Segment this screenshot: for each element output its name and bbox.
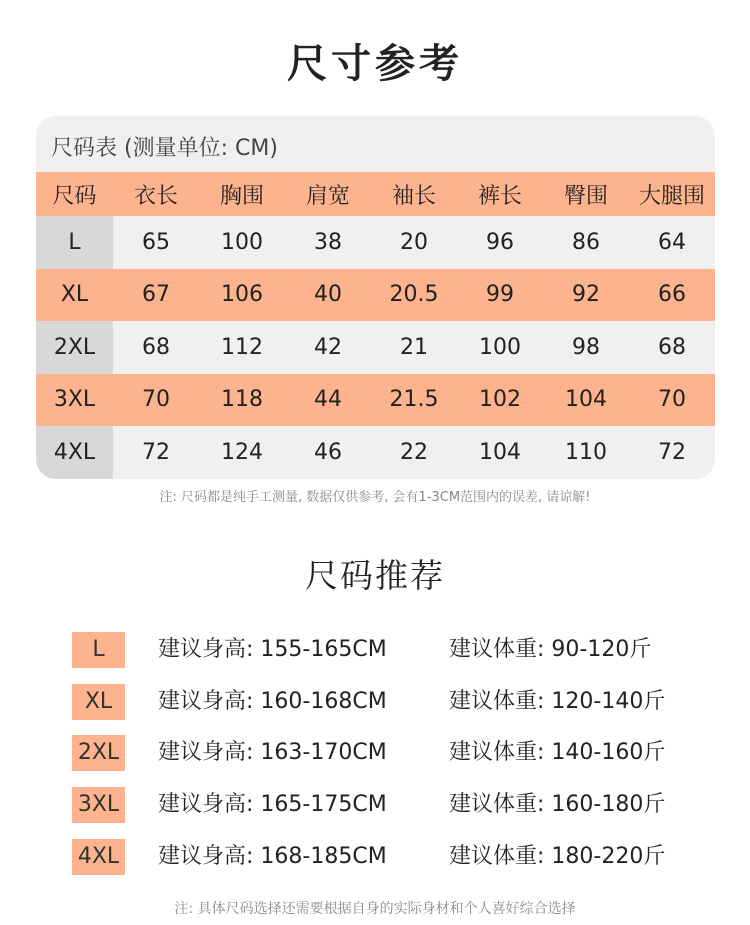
recommend-weight: 建议体重: 120-140斤 xyxy=(449,689,666,714)
recommend-row xyxy=(72,787,712,823)
table-row xyxy=(36,426,715,479)
table-cell: 98 xyxy=(572,334,600,360)
table-cell: 70 xyxy=(142,387,170,413)
size-badge: 4XL xyxy=(72,839,125,875)
recommend-row xyxy=(72,632,712,668)
size-badge: L xyxy=(72,632,125,668)
table-cell: 42 xyxy=(314,334,342,360)
table-cell: 38 xyxy=(314,229,342,255)
recommend-note: 注: 具体尺码选择还需要根据自身的实际身材和个人喜好综合选择 xyxy=(174,901,576,917)
header-cell: 袖长 xyxy=(391,183,436,209)
header-cell: 尺码 xyxy=(52,183,97,209)
table-cell: 40 xyxy=(314,282,342,308)
table-cell: 20.5 xyxy=(389,282,439,308)
recommend-weight: 建议体重: 90-120斤 xyxy=(449,637,652,662)
header-cell: 肩宽 xyxy=(305,183,350,209)
table-header-row xyxy=(36,172,715,216)
size-badge: 3XL xyxy=(72,787,125,823)
table-cell: 68 xyxy=(658,334,686,360)
size-chart-table xyxy=(36,172,715,479)
table-cell: 112 xyxy=(221,334,263,360)
header-cell: 大腿围 xyxy=(638,183,705,209)
table-cell: 86 xyxy=(572,229,600,255)
table-cell: 96 xyxy=(486,229,514,255)
table-cell: 44 xyxy=(314,387,342,413)
table-cell: 64 xyxy=(658,229,686,255)
table-cell: 72 xyxy=(658,439,686,465)
recommend-height: 建议身高: 163-170CM xyxy=(158,740,387,765)
recommend-row xyxy=(72,839,712,875)
table-cell: 104 xyxy=(565,387,607,413)
header-cell: 衣长 xyxy=(133,183,178,209)
table-row xyxy=(36,269,715,322)
size-chart-caption: 尺码表 (测量单位: CM) xyxy=(51,136,278,161)
table-cell: 66 xyxy=(658,282,686,308)
table-cell: 46 xyxy=(314,439,342,465)
size-badge: XL xyxy=(72,684,125,720)
header-cell: 臀围 xyxy=(563,183,608,209)
recommend-height: 建议身高: 160-168CM xyxy=(158,689,387,714)
table-cell: 100 xyxy=(221,229,263,255)
table-note: 注: 尺码都是纯手工测量, 数据仅供参考, 会有1-3CM范围内的误差, 请谅解! xyxy=(159,490,591,505)
table-cell: 21 xyxy=(400,334,428,360)
recommend-height: 建议身高: 168-185CM xyxy=(158,844,387,869)
table-cell: 124 xyxy=(221,439,263,465)
recommend-title: 尺码推荐 xyxy=(305,556,445,595)
header-cell: 裤长 xyxy=(477,183,522,209)
table-row xyxy=(36,321,715,374)
table-cell: 67 xyxy=(142,282,170,308)
recommend-row xyxy=(72,735,712,771)
table-cell: 100 xyxy=(479,334,521,360)
recommend-weight: 建议体重: 140-160斤 xyxy=(449,740,666,765)
header-cell: 胸围 xyxy=(219,183,264,209)
size-cell: 2XL xyxy=(36,321,113,374)
recommend-height: 建议身高: 155-165CM xyxy=(158,637,387,662)
table-cell: 22 xyxy=(400,439,428,465)
table-cell: 21.5 xyxy=(389,387,439,413)
table-cell: 70 xyxy=(658,387,686,413)
table-cell: 72 xyxy=(142,439,170,465)
size-cell: L xyxy=(36,216,113,269)
recommend-row xyxy=(72,684,712,720)
recommend-weight: 建议体重: 180-220斤 xyxy=(449,844,666,869)
table-cell: 68 xyxy=(142,334,170,360)
recommend-weight: 建议体重: 160-180斤 xyxy=(449,792,666,817)
table-cell: 20 xyxy=(400,229,428,255)
table-cell: 99 xyxy=(486,282,514,308)
table-cell: 106 xyxy=(221,282,263,308)
table-cell: 65 xyxy=(142,229,170,255)
size-cell: 3XL xyxy=(53,387,96,413)
size-badge: 2XL xyxy=(72,735,125,771)
table-cell: 102 xyxy=(479,387,521,413)
table-cell: 118 xyxy=(221,387,263,413)
table-row xyxy=(36,216,715,269)
page-title: 尺寸参考 xyxy=(287,41,463,87)
size-cell: 4XL xyxy=(36,426,113,479)
table-row xyxy=(36,374,715,427)
table-cell: 104 xyxy=(479,439,521,465)
size-cell: XL xyxy=(60,282,89,308)
size-chart-card xyxy=(36,116,715,479)
table-cell: 110 xyxy=(565,439,607,465)
table-cell: 92 xyxy=(572,282,600,308)
recommend-height: 建议身高: 165-175CM xyxy=(158,792,387,817)
